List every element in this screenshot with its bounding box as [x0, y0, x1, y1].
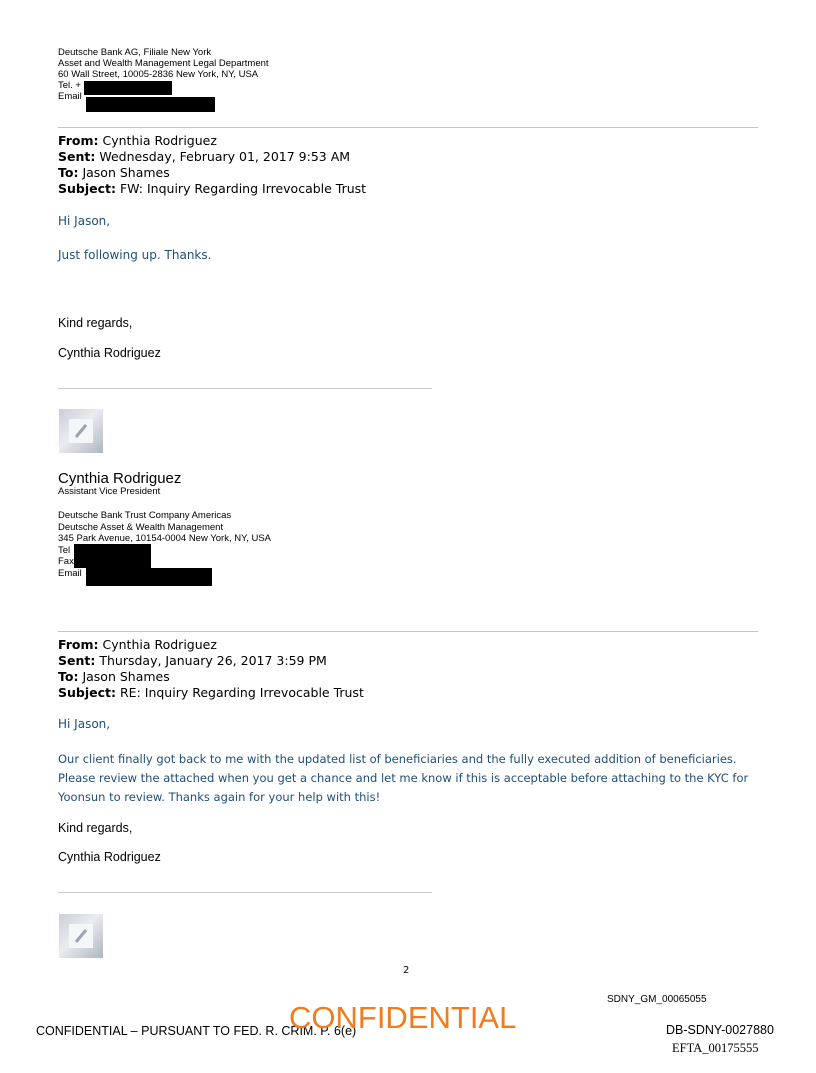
bates-db: DB-SDNY-0027880	[666, 1023, 774, 1037]
letterhead-line2: Asset and Wealth Management Legal Department	[58, 58, 269, 69]
from-label: From:	[58, 637, 99, 652]
signature-address: 345 Park Avenue, 10154-0004 New York, NY, USA	[58, 533, 272, 544]
to-label: To:	[58, 165, 79, 180]
email2-body-line: Please review the attached when you get a chance and let me know if this is acceptable before attaching to the KYC for	[58, 771, 749, 785]
deutsche-bank-logo-icon	[59, 914, 103, 958]
from-label: From:	[58, 133, 99, 148]
email2-greeting: Hi Jason,	[58, 717, 111, 731]
confidential-notice: CONFIDENTIAL – PURSUANT TO FED. R. CRIM. P. 6(e)	[36, 1024, 357, 1038]
to-value: Jason Shames	[82, 669, 170, 684]
sent-label: Sent:	[58, 149, 96, 164]
bates-sdny: SDNY_GM_00065055	[607, 994, 707, 1005]
signature-divider	[58, 388, 432, 389]
sent-value: Wednesday, February 01, 2017 9:53 AM	[99, 149, 351, 164]
sent-label: Sent:	[58, 653, 96, 668]
divider	[58, 127, 758, 128]
signature-company: Deutsche Bank Trust Company Americas	[58, 510, 232, 521]
to-value: Jason Shames	[82, 165, 170, 180]
signature-tel-label: Tel	[58, 544, 71, 556]
email2-body-line: Our client finally got back to me with the updated list of beneficiaries and the fully executed addition of beneficiaries.	[58, 752, 737, 766]
redaction-sig-fax	[74, 556, 151, 568]
page-number: 2	[403, 965, 410, 976]
redaction-sig-email	[86, 568, 212, 586]
signature-name: Cynthia Rodriguez	[58, 470, 182, 487]
efta-number: EFTA_00175555	[672, 1041, 759, 1055]
subject-value: FW: Inquiry Regarding Irrevocable Trust	[119, 181, 367, 196]
deutsche-bank-logo-icon	[59, 409, 103, 453]
redaction-email	[86, 97, 215, 112]
email1-body: Just following up. Thanks.	[58, 248, 212, 262]
email2-body	[58, 750, 748, 807]
email1-greeting: Hi Jason,	[58, 214, 111, 228]
signature-fax-label: Fax	[58, 556, 74, 567]
letterhead-line1: Deutsche Bank AG, Filiale New York	[58, 47, 212, 58]
subject-value: RE: Inquiry Regarding Irrevocable Trust	[119, 685, 364, 700]
divider	[58, 631, 758, 632]
letterhead-line3: 60 Wall Street, 10005-2836 New York, NY, USA	[58, 69, 259, 80]
from-value: Cynthia Rodriguez	[102, 133, 217, 148]
email2-header	[58, 637, 364, 701]
sent-value: Thursday, January 26, 2017 3:59 PM	[99, 653, 327, 668]
signature-email-label: Email	[58, 567, 82, 579]
subject-label: Subject:	[58, 685, 116, 700]
confidential-stamp: CONFIDENTIAL	[289, 1000, 517, 1035]
email1-closing: Kind regards,	[58, 316, 133, 330]
signature-divider	[58, 892, 432, 893]
to-label: To:	[58, 669, 79, 684]
subject-label: Subject:	[58, 181, 116, 196]
letterhead-email-label: Email	[58, 91, 82, 102]
email2-body-line: Yoonsun to review. Thanks again for your help with this!	[58, 790, 381, 804]
email1-signoff: Cynthia Rodriguez	[58, 346, 161, 360]
email1-header	[58, 133, 366, 197]
signature-title: Assistant Vice President	[58, 486, 161, 497]
email2-signoff: Cynthia Rodriguez	[58, 850, 161, 864]
letterhead-tel-label: Tel. +	[58, 80, 81, 91]
redaction-tel	[84, 81, 172, 95]
email2-closing: Kind regards,	[58, 821, 133, 835]
signature-division: Deutsche Asset & Wealth Management	[58, 521, 224, 533]
from-value: Cynthia Rodriguez	[102, 637, 217, 652]
